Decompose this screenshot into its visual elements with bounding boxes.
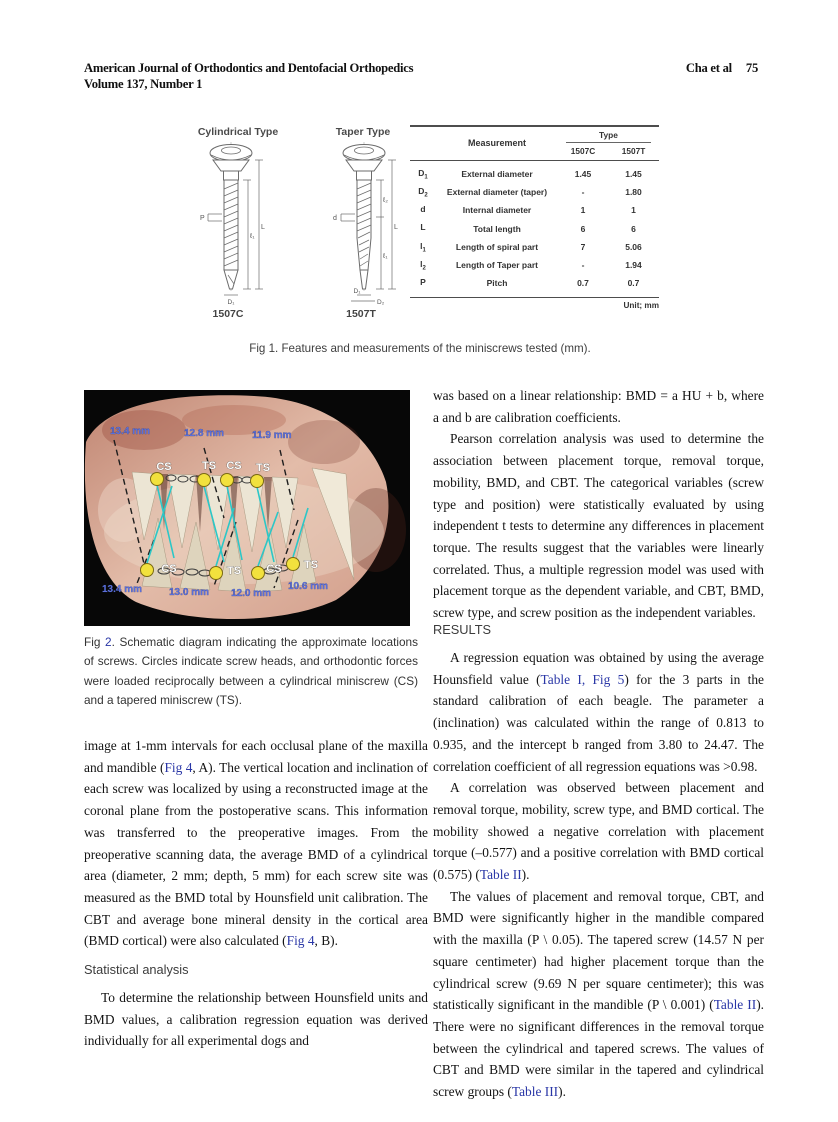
left-column-paragraph-2 [84, 987, 428, 1052]
table-row [410, 165, 659, 183]
fig1-cylindrical-label: Cylindrical Type [197, 126, 279, 138]
dim-label-d2: D₂ [377, 299, 385, 306]
distance-label: 13.0 mm [169, 587, 210, 598]
row-symbol: $D_2$ [418, 185, 428, 199]
paragraph [433, 777, 764, 886]
row-value-1507t: 1.80 [625, 187, 642, 198]
row-label: External diameter [461, 169, 533, 180]
distance-label: 13.4 mm [110, 426, 151, 437]
screw-diagram-taper [333, 142, 398, 306]
row-value-1507c: - [581, 187, 585, 198]
volume-line: Volume 137, Number 1 [84, 77, 203, 92]
screw-label: CS [156, 461, 172, 473]
fig2-image [84, 390, 410, 626]
results-heading: RESULTS [433, 622, 492, 637]
statistical-analysis-heading: Statistical analysis [84, 962, 189, 977]
row-value-1507t: 1 [631, 205, 636, 216]
text-run: , B). [314, 933, 338, 949]
row-value-1507c: 7 [580, 241, 586, 252]
citation-link[interactable]: Fig 4 [286, 933, 315, 949]
text-run: ). [558, 1084, 566, 1100]
row-label: Total length [473, 223, 521, 234]
right-column-results [433, 647, 764, 1103]
fig1-table-header [410, 125, 659, 161]
screw-label: CS [266, 563, 282, 575]
right-column-top [433, 385, 764, 624]
fig1-table-body [410, 161, 659, 298]
row-value-1507t: 6 [631, 223, 636, 234]
table-row [410, 220, 659, 238]
table-row [410, 274, 659, 292]
citation-link[interactable]: Table III [511, 1084, 559, 1100]
dim-label-L: L [261, 224, 265, 231]
citation-link[interactable]: Table II [713, 997, 757, 1013]
screw-label: CS [161, 563, 177, 575]
text-run: A regression equation was obtained by using the average Hounsfield value ( [433, 650, 764, 687]
dim-label-p: d [333, 215, 337, 222]
citation-link[interactable]: 2 [105, 635, 112, 649]
table-row [410, 183, 659, 201]
citation-link[interactable]: Table I, Fig 5 [540, 671, 625, 687]
text-run: ) for the 3 parts in the standard calibration of each beagle. The parameter a (inclination) was calculated within the range of 0.813 to 0.935, and the intercept b ranged from 3.80 to 24.47. The correlation coefficient of all regression equations was >0.98. [433, 671, 764, 774]
table-header-type-group: Type [566, 130, 651, 143]
left-column-paragraph-1 [84, 735, 428, 952]
dim-label-L: L [394, 224, 398, 231]
row-value-1507t: 0.7 [627, 278, 640, 289]
distance-label: 12.8 mm [184, 428, 225, 439]
fig1-caption: Fig 1. Features and measurements of the miniscrews tested (mm). [249, 342, 591, 355]
row-value-1507c: 1.45 [574, 169, 592, 180]
row-symbol: $D_1$ [418, 167, 428, 181]
screw-label: CS [226, 460, 242, 472]
paragraph: To determine the relationship between Hounsfield units and BMD values, a calibration regression equation was derived individually for all experimental dogs and [84, 990, 428, 1049]
table-unit-note: Unit; mm [623, 301, 659, 311]
running-head-right [598, 60, 758, 76]
text-run: A correlation was observed between placement and removal torque, mobility, screw type, and BMD cortical. The mobility showed a negative correlation with placement torque (–0.577) and a positive correlation with BMD cortical (0.575) ( [433, 780, 764, 883]
row-value-1507c: - [581, 260, 585, 271]
journal-title: American Journal of Orthodontics and Dentofacial Orthopedics [84, 61, 414, 75]
dim-label-p: P [200, 215, 205, 222]
distance-label: 11.9 mm [252, 430, 292, 441]
screw-label: TS [303, 559, 319, 571]
row-value-1507t: 1.94 [625, 260, 642, 271]
screw-label: TS [255, 462, 271, 474]
dim-label-d1: D₁ [353, 288, 361, 295]
citation-link[interactable]: Table II [479, 867, 522, 883]
paragraph: Pearson correlation analysis was used to determine the association between placement torque, removal torque, mobility, BMD, and CBT. The categorical variables (screw type and position) were statistically evaluated by using independent t tests to determine any differences in placement torque. The results suggest that the variables were linearly correlated. Thus, a multiple regression model was used with placement torque as the dependent variable, and CBT, BMD, screw type, and screw position as the independent variables. [433, 431, 764, 621]
dim-label-l1: ℓ₁ [250, 233, 255, 240]
row-value-1507c: 1 [580, 205, 586, 216]
text-run: image at 1-mm intervals for each occlusal plane of the maxilla and mandible ( [84, 738, 428, 775]
text-run: Fig [84, 635, 106, 649]
paragraph [433, 647, 764, 777]
row-symbol: $l_1$ [420, 240, 426, 254]
text-run: ). [521, 867, 530, 883]
text-run: ). There were no significant differences in the removal torque between the cylindrical and tapered screws. The values of CBT and BMD were similar in the tapered and cylindrical screw groups ( [433, 997, 765, 1100]
table-row [410, 256, 659, 274]
fig1-taper-label: Taper Type [335, 126, 391, 138]
paragraph [84, 735, 428, 952]
running-head-page: 75 [745, 61, 758, 75]
running-head-left [84, 60, 504, 93]
row-value-1507c: 6 [580, 223, 586, 234]
text-run: . Schematic diagram indicating the approximate locations of screws. Circles indicate screw heads, and orthodontic forces were loaded reciprocally between a cylindrical miniscrew (CS) and a tapered miniscrew (TS). [84, 635, 418, 708]
screw-label: TS [226, 565, 242, 577]
row-label: Pitch [486, 278, 508, 289]
row-value-1507c: 0.7 [577, 278, 589, 289]
table-row [410, 238, 659, 256]
table-header-measurement: Measurement [467, 138, 527, 148]
fig1-screw-diagrams [186, 140, 414, 308]
table-header-1507c: 1507C [570, 146, 596, 156]
fig1-model-taper: 1507T [346, 308, 376, 320]
fig1-model-cylindrical: 1507C [212, 308, 244, 320]
dim-label-d1: D₁ [227, 299, 235, 306]
row-symbol: L [420, 222, 426, 233]
row-value-1507t: 1.45 [625, 169, 642, 180]
distance-label: 13.4 mm [102, 584, 143, 595]
text-run: The values of placement and removal torque, CBT, and BMD were significantly higher in the mandible compared with the maxilla (P \ 0.05). The tapered screw (14.57 N per square centimeter) had higher placement torque than the cylindrical screw (9.69 N per square centimeter); this was statistically significant in the mandible (P \ 0.001) ( [433, 888, 764, 1013]
row-label: Internal diameter [462, 205, 532, 216]
running-head-authors: Cha et al [685, 61, 732, 75]
screw-diagram-cylindrical [200, 142, 265, 306]
paragraph [433, 886, 764, 1103]
row-symbol: $l_2$ [420, 258, 426, 272]
distance-label: 10.6 mm [288, 581, 329, 592]
row-label: External diameter (taper) [446, 187, 548, 198]
dim-label-l1: ℓ₁ [383, 253, 388, 260]
text-run: , A). The vertical location and inclination of each screw was localized by using a reconstructed image at the coronal plane from the postoperative scans. This information was transferred to the preoperative images. From the preoperative scanning data, the average BMD of a cylindrical area (diameter, 2 mm; depth, 5 mm) for each screw site was measured as the BMD total by Hounsfield unit calibration. The CBT and average bone mineral density in the cortical area (BMD cortical) were also calculated ( [84, 759, 428, 949]
fig2-caption [84, 633, 418, 711]
fig1-measurement-table [410, 125, 659, 310]
citation-link[interactable]: Fig 4 [164, 759, 193, 775]
dim-label-l2: ℓ₂ [383, 197, 388, 204]
distance-label: 12.0 mm [231, 588, 272, 599]
row-value-1507t: 5.06 [625, 241, 642, 252]
table-header-1507t: 1507T [621, 146, 646, 156]
row-symbol: d [420, 204, 426, 215]
paragraph: was based on a linear relationship: BMD = a HU + b, where a and b are calibration coefficients. [433, 388, 764, 425]
table-row [410, 201, 659, 219]
row-label: Length of spiral part [455, 241, 539, 252]
row-symbol: P [420, 276, 426, 287]
row-label: Length of Taper part [455, 260, 538, 271]
screw-label: TS [201, 460, 217, 472]
